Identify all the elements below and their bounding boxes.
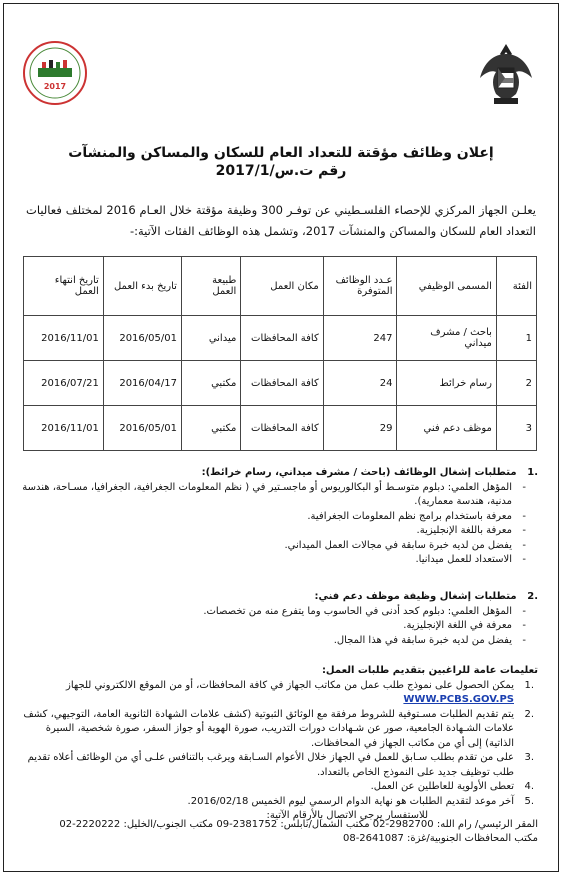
section-2-heading xyxy=(22,590,538,605)
list-item: - يفضل من لديه خبرة سابقة في هذا المجال. xyxy=(22,634,512,649)
list-item: - الاستعداد للعمل ميدانيا. xyxy=(22,553,512,568)
header-count: عـدد الوظائف المتوفرة xyxy=(323,257,397,316)
header-job-title: المسمى الوظيفي xyxy=(397,257,496,316)
general-heading: تعليمات عامة للراغبين بتقديم طلبات العمل: xyxy=(321,665,538,676)
cell-nature: مكتبي xyxy=(181,406,240,451)
title-line-1: إعلان وظائف مؤقتة للتعداد العام للسكان والمساكن والمنشآت xyxy=(68,145,494,161)
list-item: - معرفة في اللغة الإنجليزية. xyxy=(22,619,512,634)
general-instructions xyxy=(22,664,538,824)
list-item: - يفضل من لديه خبرة سابقة في مجالات العمل الميداني. xyxy=(22,539,512,554)
cell-start-date: 2016/04/17 xyxy=(103,361,181,406)
contact-line-2: مكتب المحافظات الجنوبية/غزة: 2641087-08 xyxy=(342,833,538,844)
header-start-date: تاريخ بدء العمل xyxy=(103,257,181,316)
cell-count: 24 xyxy=(323,361,397,406)
inquiry-note: للاستفسار يرجى الاتصال بالأرقام الآتية: xyxy=(266,810,428,821)
item-index: .4 xyxy=(524,781,534,792)
item-index: .3 xyxy=(524,752,534,763)
section-2-title: متطلبات إشغال وظيفة موظف دعم فني: xyxy=(314,591,517,602)
cell-place: كافة المحافظات xyxy=(241,316,323,361)
item-index: .2 xyxy=(524,708,534,720)
section-2-requirements xyxy=(22,590,538,648)
census-2017-logo-icon xyxy=(22,40,88,106)
cell-job-title: باحث / مشرف ميداني xyxy=(397,316,496,361)
table-row xyxy=(24,316,537,361)
title-line-2: رقم ت.س/2017/1 xyxy=(215,163,347,179)
cell-job-title: موظف دعم فني xyxy=(397,406,496,451)
cell-place: كافة المحافظات xyxy=(241,406,323,451)
contact-info xyxy=(22,818,538,846)
header-end-date: تاريخ انتهاء العمل xyxy=(24,257,104,316)
table-row xyxy=(24,361,537,406)
list-item: - معرفة باستخدام برامج نظم المعلومات الجغرافية. xyxy=(22,510,512,525)
header-nature: طبيعة العمل xyxy=(181,257,240,316)
cell-start-date: 2016/05/01 xyxy=(103,406,181,451)
svg-text:2017: 2017 xyxy=(43,82,67,91)
list-item: - المؤهل العلمي: دبلوم متوسـط أو البكالوريوس أو ماجسـتير في ( نظم المعلومات الجغرافية، الجغرافيا، مسـاحة، هندسة مدنية، هندسة معمارية). xyxy=(22,481,512,510)
table-row xyxy=(24,406,537,451)
table-header-row xyxy=(24,257,537,316)
section-1-list xyxy=(22,481,538,568)
cell-nature: ميداني xyxy=(181,316,240,361)
cell-end-date: 2016/11/01 xyxy=(24,406,104,451)
cell-count: 247 xyxy=(323,316,397,361)
list-item: .1 يمكن الحصول على نموذج طلب عمل من مكاتب الجهاز في كافة المحافظات، أو من الموقع الالكتروني للجهاز WWW.PCBS.GOV.PS xyxy=(66,679,534,705)
list-item: .3 على من تقدم بطلب سـابق للعمل في الجهاز خلال الأعوام السـابقة ويرغب بالتنافس علـى أي من الوظائف أعلاه تقديم طلب توظيف جديد على النموذج الخاص بالتعداد. xyxy=(27,752,534,778)
contact-line-1: المقر الرئيسي/ رام الله: 2982700-02 مكتب الشمال/نابلس: 2381752-09 مكتب الجنوب/الخليل: 2220222-02 xyxy=(59,819,538,830)
section-1-title: متطلبات إشغال الوظائف (باحث / مشرف ميداني، رسام خرائط): xyxy=(201,467,517,478)
item-index: .5 xyxy=(524,795,534,807)
list-item: .4 تعطى الأولوية للعاطلين عن العمل. xyxy=(22,780,514,795)
general-list xyxy=(22,679,538,810)
cell-job-title: رسام خرائط xyxy=(397,361,496,406)
job-announcement-page xyxy=(3,3,559,872)
pcbs-website-link[interactable]: WWW.PCBS.GOV.PS xyxy=(403,694,514,705)
cell-end-date: 2016/07/21 xyxy=(24,361,104,406)
section-2-number: .2 xyxy=(527,591,538,602)
cell-nature: مكتبي xyxy=(181,361,240,406)
general-item-1-text: يمكن الحصول على نموذج طلب عمل من مكاتب الجهاز في كافة المحافظات، أو من الموقع الالكتروني للجهاز xyxy=(66,679,514,691)
jobs-table xyxy=(23,256,537,451)
announcement-title xyxy=(4,144,558,180)
cell-category: 2 xyxy=(496,361,536,406)
cell-end-date: 2016/11/01 xyxy=(24,316,104,361)
intro-paragraph: يعلـن الجهاز المركزي للإحصاء الفلسـطيني عن توفـر 300 وظيفة مؤقتة خلال العـام 2016 لمختلف فعاليات التعداد العام للسكان والمساكن والمنشآت 2017، وتشمل هذه الوظائف الفئات الآتية:- xyxy=(26,203,536,238)
cell-count: 29 xyxy=(323,406,397,451)
header-category: الفئة xyxy=(496,257,536,316)
header-place: مكان العمل xyxy=(241,257,323,316)
cell-category: 3 xyxy=(496,406,536,451)
section-1-heading xyxy=(22,466,538,481)
section-2-list xyxy=(22,605,538,649)
cell-category: 1 xyxy=(496,316,536,361)
cell-place: كافة المحافظات xyxy=(241,361,323,406)
section-1-number: .1 xyxy=(527,467,538,478)
list-item: - معرفة باللغة الإنجليزية. xyxy=(22,524,512,539)
section-1-requirements xyxy=(22,466,538,568)
palestine-eagle-emblem-icon xyxy=(476,38,536,108)
list-item: .5 آخر موعد لتقديم الطلبات هو نهاية الدوام الرسمي ليوم الخميس 2016/02/18. xyxy=(22,795,514,810)
cell-start-date: 2016/05/01 xyxy=(103,316,181,361)
list-item: .2 يتم تقديم الطلبات مسـتوفية للشروط مرفقة مع الوثائق الثبوتية (كشف علامات الشهادة الثانوية العامة، التوجيهي، كشف علامات الشـهادة الجامعية، صور عن شـهادات دورات التدريب، صورة الهوية أو جواز السفر، صورة شخصية، السيرة الذاتية) إلى أي من مكاتب الجهاز في المحافظات. xyxy=(23,708,534,749)
list-item: - المؤهل العلمي: دبلوم كحد أدنى في الحاسوب وما يتفرع منه من تخصصات. xyxy=(22,605,512,620)
